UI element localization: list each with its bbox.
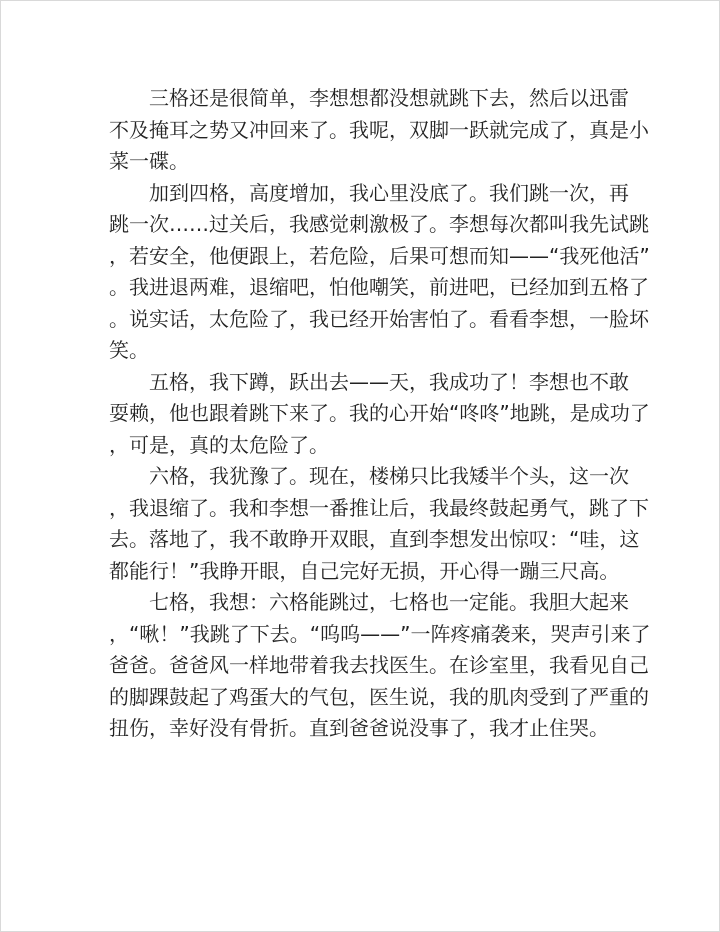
- paragraph-line: 的脚踝鼓起了鸡蛋大的气包，医生说，我的肌肉受到了严重的: [109, 684, 649, 709]
- paragraph-line: 去。落地了，我不敢睁开双眼，直到李想发出惊叹：“哇，这: [109, 527, 640, 551]
- paragraph-line: ，我退缩了。我和李想一番推让后，我最终鼓起勇气，跳了下: [109, 495, 649, 520]
- paragraph-line: 扭伤，幸好没有骨折。直到爸爸说没事了，我才止住哭。: [109, 716, 609, 740]
- paragraph-line: ，“啾！”我跳了下去。“呜呜——”一阵疼痛袭来，哭声引来了: [109, 621, 651, 646]
- paragraph-line: 加到四格，高度增加，我心里没底了。我们跳一次，再: [149, 180, 629, 205]
- paragraph-line: 耍赖，他也跟着跳下来了。我的心开始“咚咚”地跳，是成功了: [109, 401, 650, 425]
- paragraph-line: 六格，我犹豫了。现在，楼梯只比我矮半个头，这一次: [149, 464, 629, 488]
- paragraph-line: 不及掩耳之势又冲回来了。我呢，双脚一跃就完成了，真是小: [109, 117, 649, 142]
- paragraph-line: 五格，我下蹲，跃出去——天，我成功了！李想也不敢: [149, 369, 629, 394]
- paragraph-line: 。说实话，太危险了，我已经开始害怕了。看看李想，一脸坏: [109, 306, 649, 331]
- paragraph-line: 三格还是很简单，李想想都没想就跳下去，然后以迅雷: [149, 86, 629, 110]
- paragraph-line: ，可是，真的太危险了。: [109, 432, 329, 457]
- document-body: [109, 83, 651, 745]
- paragraph-line: 爸爸。爸爸风一样地带着我去找医生。在诊室里，我看见自己: [109, 653, 649, 677]
- paragraph-line: 。我进退两难，退缩吧，怕他嘲笑，前进吧，已经加到五格了: [109, 275, 649, 299]
- paragraph-line: 七格，我想：六格能跳过，七格也一定能。我胆大起来: [149, 590, 629, 614]
- paragraph-line: 跳一次……过关后，我感觉刺激极了。李想每次都叫我先试跳: [109, 212, 649, 236]
- paragraph-line: 都能行！”我睁开眼，自己完好无损，开心得一蹦三尺高。: [109, 558, 620, 583]
- paragraph-line: 菜一碟。: [109, 149, 189, 173]
- paragraph-line: 笑。: [109, 338, 149, 362]
- paragraph-line: ，若安全，他便跟上，若危险，后果可想而知——“我死他活”: [109, 243, 650, 268]
